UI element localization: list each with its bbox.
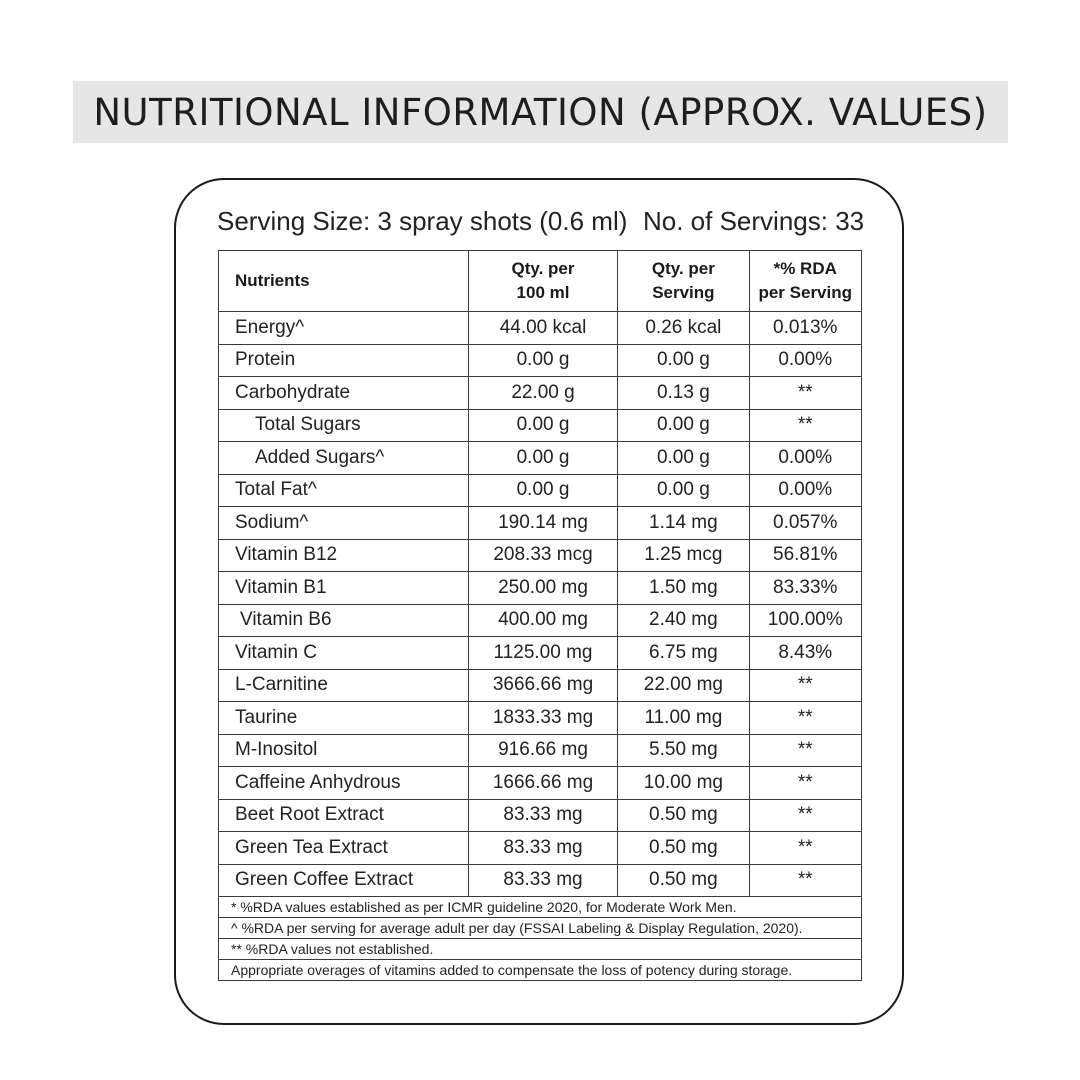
table-row [219,409,862,442]
rda-per-serving: ** [749,767,862,800]
rda-per-serving: ** [749,734,862,767]
rda-per-serving: 0.013% [749,312,862,345]
nutrient-name: L-Carnitine [219,669,469,702]
footnote: ^ %RDA per serving for average adult per day (FSSAI Labeling & Display Regulation, 2020). [219,918,862,939]
qty-per-100ml: 208.33 mcg [468,539,617,572]
qty-per-serving: 0.00 g [618,474,749,507]
header-qty-per-100ml-line2: 100 ml [516,283,570,302]
nutrient-name: Beet Root Extract [219,799,469,832]
qty-per-100ml: 0.00 g [468,344,617,377]
qty-per-100ml: 0.00 g [468,442,617,475]
footnote-row [219,918,862,939]
header-nutrients: Nutrients [219,251,469,312]
qty-per-100ml: 0.00 g [468,474,617,507]
table-row [219,572,862,605]
qty-per-100ml: 44.00 kcal [468,312,617,345]
table-row [219,669,862,702]
qty-per-serving: 1.25 mcg [618,539,749,572]
table-row [219,734,862,767]
qty-per-serving: 0.00 g [618,344,749,377]
qty-per-serving: 22.00 mg [618,669,749,702]
qty-per-100ml: 1125.00 mg [468,637,617,670]
qty-per-serving: 0.50 mg [618,864,749,897]
qty-per-100ml: 22.00 g [468,377,617,410]
table-row [219,474,862,507]
qty-per-serving: 11.00 mg [618,702,749,735]
serving-size: Serving Size: 3 spray shots (0.6 ml) [217,206,628,236]
header-qty-per-serving-line2: Serving [652,283,715,302]
page-title: NUTRITIONAL INFORMATION (APPROX. VALUES) [93,91,988,134]
qty-per-100ml: 916.66 mg [468,734,617,767]
header-rda-line2: per Serving [758,283,853,302]
rda-per-serving: ** [749,669,862,702]
rda-per-serving: 83.33% [749,572,862,605]
rda-per-serving: 100.00% [749,604,862,637]
qty-per-100ml: 250.00 mg [468,572,617,605]
nutrient-name: Green Tea Extract [219,832,469,865]
nutrient-name: Protein [219,344,469,377]
table-row [219,604,862,637]
nutrient-name: Vitamin B12 [219,539,469,572]
header-qty-per-100ml-line1: Qty. per [511,259,575,278]
table-row [219,507,862,540]
qty-per-serving: 0.50 mg [618,832,749,865]
footnote: * %RDA values established as per ICMR guideline 2020, for Moderate Work Men. [219,897,862,918]
qty-per-serving: 1.14 mg [618,507,749,540]
title-band [73,81,1008,143]
footnote-row [219,939,862,960]
nutrient-name: Taurine [219,702,469,735]
qty-per-100ml: 83.33 mg [468,799,617,832]
qty-per-100ml: 400.00 mg [468,604,617,637]
qty-per-serving: 0.00 g [618,409,749,442]
table-row [219,702,862,735]
footnote: Appropriate overages of vitamins added to compensate the loss of potency during storage. [219,960,862,981]
rda-per-serving: 0.057% [749,507,862,540]
qty-per-serving: 2.40 mg [618,604,749,637]
rda-per-serving: ** [749,864,862,897]
nutrient-name: Green Coffee Extract [219,864,469,897]
table-row [219,767,862,800]
rda-per-serving: 8.43% [749,637,862,670]
nutrient-name: Vitamin B6 [219,604,469,637]
nutrient-name: Vitamin C [219,637,469,670]
rda-per-serving: 0.00% [749,442,862,475]
rda-per-serving: ** [749,799,862,832]
nutrient-name: Sodium^ [219,507,469,540]
rda-per-serving: 56.81% [749,539,862,572]
qty-per-100ml: 190.14 mg [468,507,617,540]
header-rda-line1: *% RDA [773,259,837,278]
qty-per-serving: 0.00 g [618,442,749,475]
rda-per-serving: ** [749,702,862,735]
nutrient-name: Caffeine Anhydrous [219,767,469,800]
nutrient-name: M-Inositol [219,734,469,767]
header-qty-per-serving-line1: Qty. per [651,259,715,278]
footnote-row [219,897,862,918]
table-row [219,442,862,475]
rda-per-serving: ** [749,832,862,865]
servings-count: No. of Servings: 33 [643,206,865,236]
qty-per-serving: 6.75 mg [618,637,749,670]
table-row [219,539,862,572]
table-row [219,377,862,410]
rda-per-serving: ** [749,409,862,442]
nutrient-name: Vitamin B1 [219,572,469,605]
table-row [219,312,862,345]
nutrient-name: Carbohydrate [219,377,469,410]
qty-per-serving: 5.50 mg [618,734,749,767]
table-row [219,864,862,897]
table-row [219,832,862,865]
qty-per-100ml: 1833.33 mg [468,702,617,735]
qty-per-serving: 10.00 mg [618,767,749,800]
footnote-row [219,960,862,981]
qty-per-100ml: 83.33 mg [468,864,617,897]
footnote: ** %RDA values not established. [219,939,862,960]
nutrient-name: Energy^ [219,312,469,345]
table-header-row [219,251,862,312]
qty-per-serving: 0.50 mg [618,799,749,832]
table-row [219,799,862,832]
header-qty-per-100ml [468,251,617,312]
nutrient-name: Added Sugars^ [219,442,469,475]
rda-per-serving: 0.00% [749,474,862,507]
qty-per-serving: 0.26 kcal [618,312,749,345]
rda-per-serving: 0.00% [749,344,862,377]
rda-per-serving: ** [749,377,862,410]
nutrient-name: Total Fat^ [219,474,469,507]
qty-per-100ml: 83.33 mg [468,832,617,865]
qty-per-serving: 0.13 g [618,377,749,410]
header-qty-per-serving [618,251,749,312]
table-row [219,637,862,670]
nutrition-table [218,250,862,981]
qty-per-100ml: 1666.66 mg [468,767,617,800]
qty-per-100ml: 0.00 g [468,409,617,442]
qty-per-100ml: 3666.66 mg [468,669,617,702]
table-row [219,344,862,377]
qty-per-serving: 1.50 mg [618,572,749,605]
header-rda [749,251,862,312]
nutrient-name: Total Sugars [219,409,469,442]
